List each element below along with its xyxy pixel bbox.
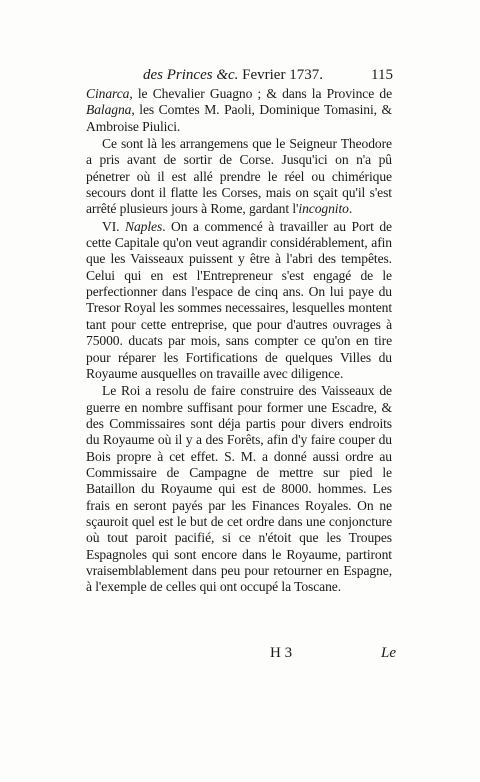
running-head <box>143 66 393 84</box>
text-run: , le Chevalier Guagno ; & dans la Province de <box>129 86 392 101</box>
text-run: . <box>348 201 353 217</box>
body-text <box>86 86 392 596</box>
text-run: . On a commencé à travailler au Port de cette Capitale qu'on veut agrandir considérablement, afin que les Vaisseaux puissent y être à l'abri des tempêtes. Celui qui en est l'Entrepreneur s'est engagé de le perfectionner dans l'espace de cinq ans. On lui paye du Tresor Royal les sommes necessaires, lesquelles montent tant pour cette entreprise, que pour d'autres ouvrages à 75000. ducats par mois, sans compter ce qu'on en tire pour réparer les Fortifications de quelques Villes du Royaume ausquelles on travaille avec diligence. <box>86 218 392 381</box>
page-footer <box>270 645 396 663</box>
italic-text-run: Balagna <box>86 102 132 118</box>
italic-text-run: incognito <box>298 201 349 217</box>
paragraph <box>86 136 392 218</box>
text-run: Ce sont là les arrangemens que le Seigneur Theodore a pris avant de sortir de Corse. Jusqu'ici on n'a pû pénetrer où il est allé prendre le réel ou chimérique secours dont il flatte les Corses, mais on sçait qu'il s'est arrêté plusieurs jours à Rome, gardant l' <box>86 136 392 217</box>
italic-text-run: Cinarca <box>86 86 130 101</box>
paragraph <box>86 86 392 135</box>
text-run: VI. <box>102 218 126 234</box>
text-run: Le Roi a resolu de faire construire des Vaisseaux de guerre en nombre suffisant pour former une Escadre, & des Commissaires sont déja partis pour divers endroits du Royaume où il y a des Forêts, afin d'y faire couper du Bois propre à cet effet. S. M. a donné aussi ordre au Commissaire de Campagne de mettre sur pied le Bataillon du Royaume qui est de 8000. hommes. Les frais en seront payés par les Finances Royales. On ne sçauroit quel est le but de cet ordre dans une conjoncture où tout paroit pacifié, si ce n'étoit que les Troupes Espagnoles qui sont encore dans le Royaume, partiront vraisemblablement dans peu pour retourner en Espagne, à l'exemple de celles qui ont occupé la Toscane. <box>86 383 392 595</box>
paragraph <box>86 219 392 382</box>
page-number: 115 <box>371 67 393 83</box>
italic-text-run: Naples <box>125 218 163 234</box>
catchword: Le <box>381 645 396 661</box>
running-head-date: Fevrier 1737. <box>242 67 323 83</box>
paragraph <box>86 383 392 595</box>
signature-mark: H 3 <box>270 645 293 661</box>
running-head-title: des Princes &c. <box>143 67 239 83</box>
text-run: , les Comtes M. Paoli, Dominique Tomasini, & Ambroise Piulici. <box>86 102 392 134</box>
